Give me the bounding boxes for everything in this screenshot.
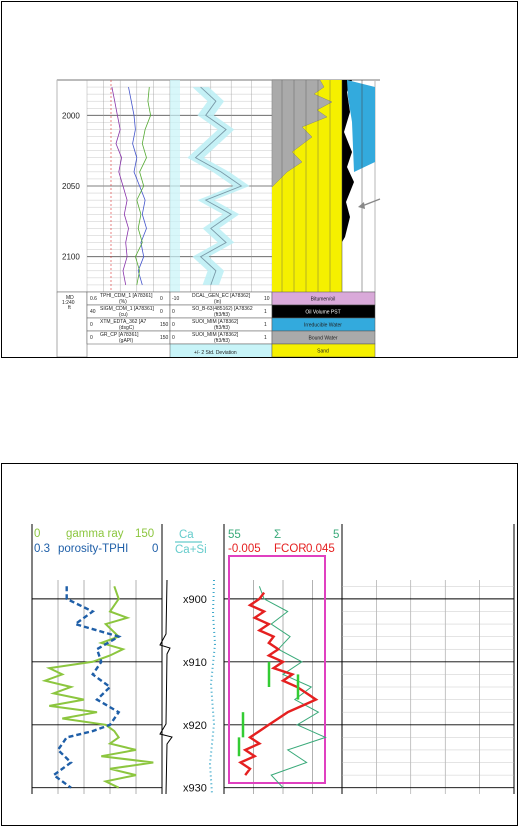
fcor-legend-name: FCOR: [274, 543, 307, 555]
fcor-legend-right: 0.045: [306, 543, 335, 555]
sigma-legend-name: Σ: [274, 529, 282, 541]
depth-header-scale: 1:240: [62, 300, 75, 306]
gamma-legend-name: gamma ray: [66, 528, 124, 540]
track1-header-left: 40: [90, 309, 96, 315]
track1-header-name: GR_CP [A78361]: [100, 332, 139, 338]
track1-header-unit: (%): [119, 299, 127, 305]
track2-header-left: 0: [172, 335, 175, 341]
bottom-log-panel: [1, 463, 518, 826]
top-log-panel: [1, 1, 518, 358]
depth-tick-label: x900: [183, 593, 207, 606]
track2-header-right: 1: [264, 335, 267, 341]
porosity-legend-max: 0: [152, 543, 159, 555]
bottom-well-log-chart: [2, 464, 517, 825]
track1-header-name: TPHI_CDM_1 [A78361]: [100, 293, 153, 299]
track1-header-name: XTM_EDTA_362 [A7: [100, 319, 147, 325]
depth-tick-label: x920: [183, 719, 207, 732]
depth-tick-label: x930: [183, 782, 207, 795]
track2-header-right: 1: [264, 322, 267, 328]
porosity-legend-min: 0.3: [34, 543, 50, 555]
sigma-legend-left: 55: [228, 529, 241, 541]
volumetric-legend-label: Bound Water: [308, 335, 338, 342]
gamma-legend-min: 0: [34, 528, 41, 540]
porosity-legend-name: porosity-TPHI: [58, 543, 129, 555]
track1-header-left: 0.6: [90, 296, 97, 302]
volumetric-legend-label: Bitumen/oil: [310, 296, 336, 303]
volumetric-legend-label: Irreducible Water: [304, 322, 342, 329]
track2-cyan-strip: [170, 80, 180, 292]
gamma-ray-curve: [45, 586, 153, 787]
track2-header-left: 0: [172, 309, 175, 315]
track1-header-name: SIGM_CDM_1 [A78361]: [100, 306, 154, 312]
track1-header-left: 0: [90, 322, 93, 328]
track1-header-left: 0: [90, 335, 93, 341]
track1-header-right: 150: [160, 322, 169, 328]
volumetric-legend-label: Oil Volume PST: [305, 309, 341, 316]
track2-header-left: 0: [172, 322, 175, 328]
sigma-legend-right: 5: [333, 529, 340, 541]
depth-tick-label: 2050: [62, 182, 80, 191]
track2-header-unit: (in): [214, 299, 222, 305]
depth-tick-label: 2000: [62, 111, 80, 121]
track2-header-unit: (ft3/ft3): [214, 338, 230, 344]
track2-header-unit: (ft3/ft3): [214, 312, 230, 318]
depth-tick-label: 2100: [62, 252, 80, 262]
top-well-log-chart: [2, 2, 517, 357]
ca-dotted-curve: [210, 580, 215, 794]
track1-header-unit: (gAPI): [119, 338, 134, 344]
depth-header-unit: ft: [68, 305, 71, 311]
depth-header-md: MD: [66, 295, 74, 301]
track2-header-right: 10: [264, 296, 270, 302]
track2-header-name: DCAL_GEN_EC [A78362]: [192, 293, 251, 299]
track2-header-name: SO_B-63(485162) [A78362: [192, 306, 253, 312]
track2-header-name: SUOI_MIM [A78362]: [192, 332, 239, 338]
gamma-legend-max: 150: [135, 528, 155, 540]
track1-header-right: 0: [160, 309, 163, 315]
track2-header-right: 1: [264, 309, 267, 315]
track1-header-unit: (cu): [119, 312, 128, 318]
track2-header-unit: (ft3/ft3): [214, 325, 230, 331]
casi-legend-label: Ca+Si: [175, 544, 207, 556]
track2-header-left: -10: [172, 296, 180, 302]
ca-legend-label: Ca: [179, 529, 194, 541]
depth-tick-label: x910: [183, 656, 207, 669]
track2-header-name: SUOI_MIM [A78362]: [192, 319, 239, 325]
volumetric-legend-label: Sand: [317, 348, 329, 355]
track1-header-right: 150: [160, 335, 169, 341]
fcor-legend-left: -0.005: [228, 543, 261, 555]
track1-header-right: 0: [160, 296, 163, 302]
track1-header-unit: (dsgC): [119, 325, 135, 331]
track2-footer-text: +/- 2 Std. Deviation: [194, 350, 237, 356]
